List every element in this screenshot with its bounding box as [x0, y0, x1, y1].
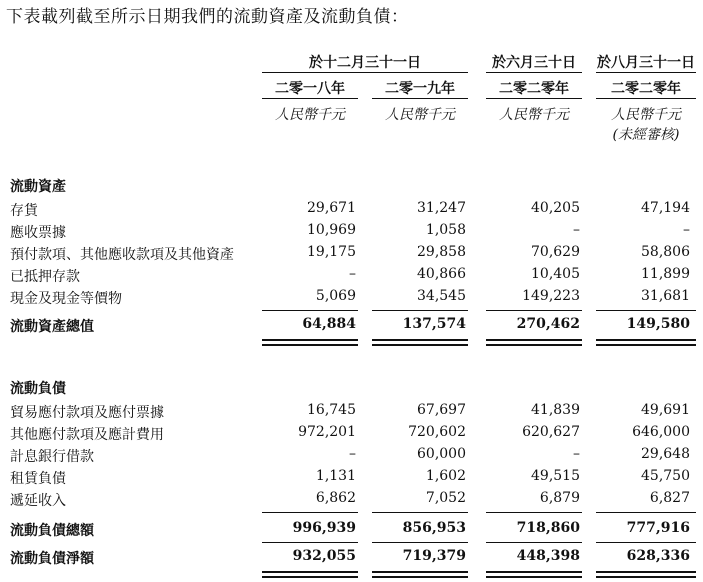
year-rule-1: [262, 98, 358, 99]
header-rule-aug31: [596, 72, 696, 73]
total-double-rule: [596, 344, 696, 346]
cell-value: 1,058: [425, 222, 466, 238]
total-row: [0, 314, 703, 336]
subtotal-rule: [486, 512, 582, 513]
header-rule-dec31: [262, 72, 468, 73]
year-rule-2: [372, 98, 468, 99]
cell-value: 49,515: [531, 468, 580, 484]
cell-value: 777,916: [626, 520, 690, 536]
cell-value: 34,545: [417, 288, 466, 304]
cell-value: 149,580: [626, 316, 690, 332]
subtotal-rule: [262, 542, 358, 543]
total-double-rule: [372, 344, 468, 346]
total-double-rule: [596, 339, 696, 341]
total-double-rule: [262, 571, 358, 573]
row-label: 應收票據: [10, 225, 66, 241]
unit-col1: 人民幣千元: [275, 107, 345, 123]
intro-text: 下表載列截至所示日期我們的流動資產及流動負債：: [6, 7, 409, 27]
cell-value: 856,953: [402, 520, 466, 536]
row-label: 預付款項、其他應收款項及其他資產: [10, 247, 234, 263]
total-double-rule: [596, 576, 696, 578]
table-row: [0, 488, 703, 510]
cell-value: 70,629: [531, 244, 580, 260]
row-label: 租賃負債: [10, 471, 66, 487]
cell-value: 720,602: [408, 424, 466, 440]
subtotal-rule: [596, 512, 696, 513]
cell-value: 137,574: [402, 316, 466, 332]
cell-value: –: [573, 222, 580, 238]
cell-value: 31,681: [641, 288, 690, 304]
unit-col3: 人民幣千元: [499, 107, 569, 123]
year-2020-jun: 二零二零年: [499, 81, 569, 97]
cell-value: 270,462: [516, 316, 580, 332]
cell-value: 31,247: [417, 200, 466, 216]
cell-value: 719,379: [402, 548, 466, 564]
cell-value: 29,671: [307, 200, 356, 216]
cell-value: 10,405: [531, 266, 580, 282]
row-label: 計息銀行借款: [10, 449, 94, 465]
subtotal-rule: [262, 512, 358, 513]
cell-value: 49,691: [641, 402, 690, 418]
total-double-rule: [262, 344, 358, 346]
cell-value: 448,398: [516, 548, 580, 564]
header-dec31: 於十二月三十一日: [309, 55, 421, 71]
cell-value: 10,969: [307, 222, 356, 238]
subtotal-rule: [486, 542, 582, 543]
table-row: [0, 422, 703, 444]
net-row: [0, 546, 703, 568]
cell-value: –: [349, 266, 356, 282]
cell-value: 19,175: [307, 244, 356, 260]
cell-value: 6,827: [649, 490, 690, 506]
unit-col4: 人民幣千元: [611, 107, 681, 123]
year-2018: 二零一八年: [275, 81, 345, 97]
row-label: 流動負債淨額: [10, 551, 94, 567]
total-double-rule: [262, 576, 358, 578]
cell-value: 6,879: [539, 490, 580, 506]
cell-value: 628,336: [626, 548, 690, 564]
cell-value: 45,750: [641, 468, 690, 484]
subtotal-rule: [486, 310, 582, 311]
subtotal-rule: [372, 512, 468, 513]
total-double-rule: [596, 571, 696, 573]
total-double-rule: [486, 339, 582, 341]
total-double-rule: [262, 339, 358, 341]
total-double-rule: [372, 339, 468, 341]
cell-value: –: [683, 222, 690, 238]
year-2020-aug: 二零二零年: [611, 81, 681, 97]
row-label: 貿易應付款項及應付票據: [10, 405, 164, 421]
unaudited-note: (未經審核): [612, 127, 680, 143]
row-label: 流動資產總值: [10, 319, 94, 335]
section-current-liabilities: 流動負債: [10, 381, 66, 397]
total-double-rule: [486, 576, 582, 578]
table-row: [0, 198, 703, 220]
subtotal-rule: [596, 542, 696, 543]
subtotal-rule: [372, 310, 468, 311]
year-rule-3: [486, 98, 582, 99]
table-row: [0, 400, 703, 422]
table-row: [0, 242, 703, 264]
table-row: [0, 286, 703, 308]
unit-col2: 人民幣千元: [385, 107, 455, 123]
section-current-assets: 流動資產: [10, 179, 66, 195]
cell-value: –: [349, 446, 356, 462]
table-row: [0, 444, 703, 466]
cell-value: 64,884: [302, 316, 356, 332]
cell-value: 58,806: [641, 244, 690, 260]
cell-value: 6,862: [315, 490, 356, 506]
cell-value: 40,205: [531, 200, 580, 216]
header-rule-jun30: [486, 72, 582, 73]
cell-value: 718,860: [516, 520, 580, 536]
table-row: [0, 264, 703, 286]
cell-value: 60,000: [417, 446, 466, 462]
cell-value: 646,000: [632, 424, 690, 440]
year-2019: 二零一九年: [385, 81, 455, 97]
cell-value: 29,858: [417, 244, 466, 260]
year-rule-4: [596, 98, 696, 99]
cell-value: 5,069: [315, 288, 356, 304]
subtotal-rule: [262, 310, 358, 311]
total-double-rule: [372, 576, 468, 578]
total-double-rule: [486, 571, 582, 573]
total-double-rule: [372, 571, 468, 573]
cell-value: 996,939: [292, 520, 356, 536]
cell-value: 1,131: [315, 468, 356, 484]
cell-value: 16,745: [307, 402, 356, 418]
cell-value: 972,201: [298, 424, 356, 440]
cell-value: 41,839: [531, 402, 580, 418]
header-aug31: 於八月三十一日: [597, 55, 695, 71]
cell-value: 620,627: [522, 424, 580, 440]
cell-value: 7,052: [425, 490, 466, 506]
cell-value: 47,194: [641, 200, 690, 216]
subtotal-rule: [596, 310, 696, 311]
subtotal-rule: [372, 542, 468, 543]
cell-value: 149,223: [522, 288, 580, 304]
header-jun30: 於六月三十日: [492, 55, 576, 71]
cell-value: 1,602: [425, 468, 466, 484]
table-row: [0, 466, 703, 488]
row-label: 其他應付款項及應計費用: [10, 427, 164, 443]
cell-value: 11,899: [641, 266, 690, 282]
total-row: [0, 518, 703, 540]
table-row: [0, 220, 703, 242]
row-label: 現金及現金等價物: [10, 291, 122, 307]
cell-value: 29,648: [641, 446, 690, 462]
total-double-rule: [486, 344, 582, 346]
cell-value: 67,697: [417, 402, 466, 418]
row-label: 流動負債總額: [10, 523, 94, 539]
row-label: 存貨: [10, 203, 38, 219]
cell-value: 932,055: [292, 548, 356, 564]
row-label: 遞延收入: [10, 493, 66, 509]
cell-value: –: [573, 446, 580, 462]
cell-value: 40,866: [417, 266, 466, 282]
row-label: 已抵押存款: [10, 269, 80, 285]
